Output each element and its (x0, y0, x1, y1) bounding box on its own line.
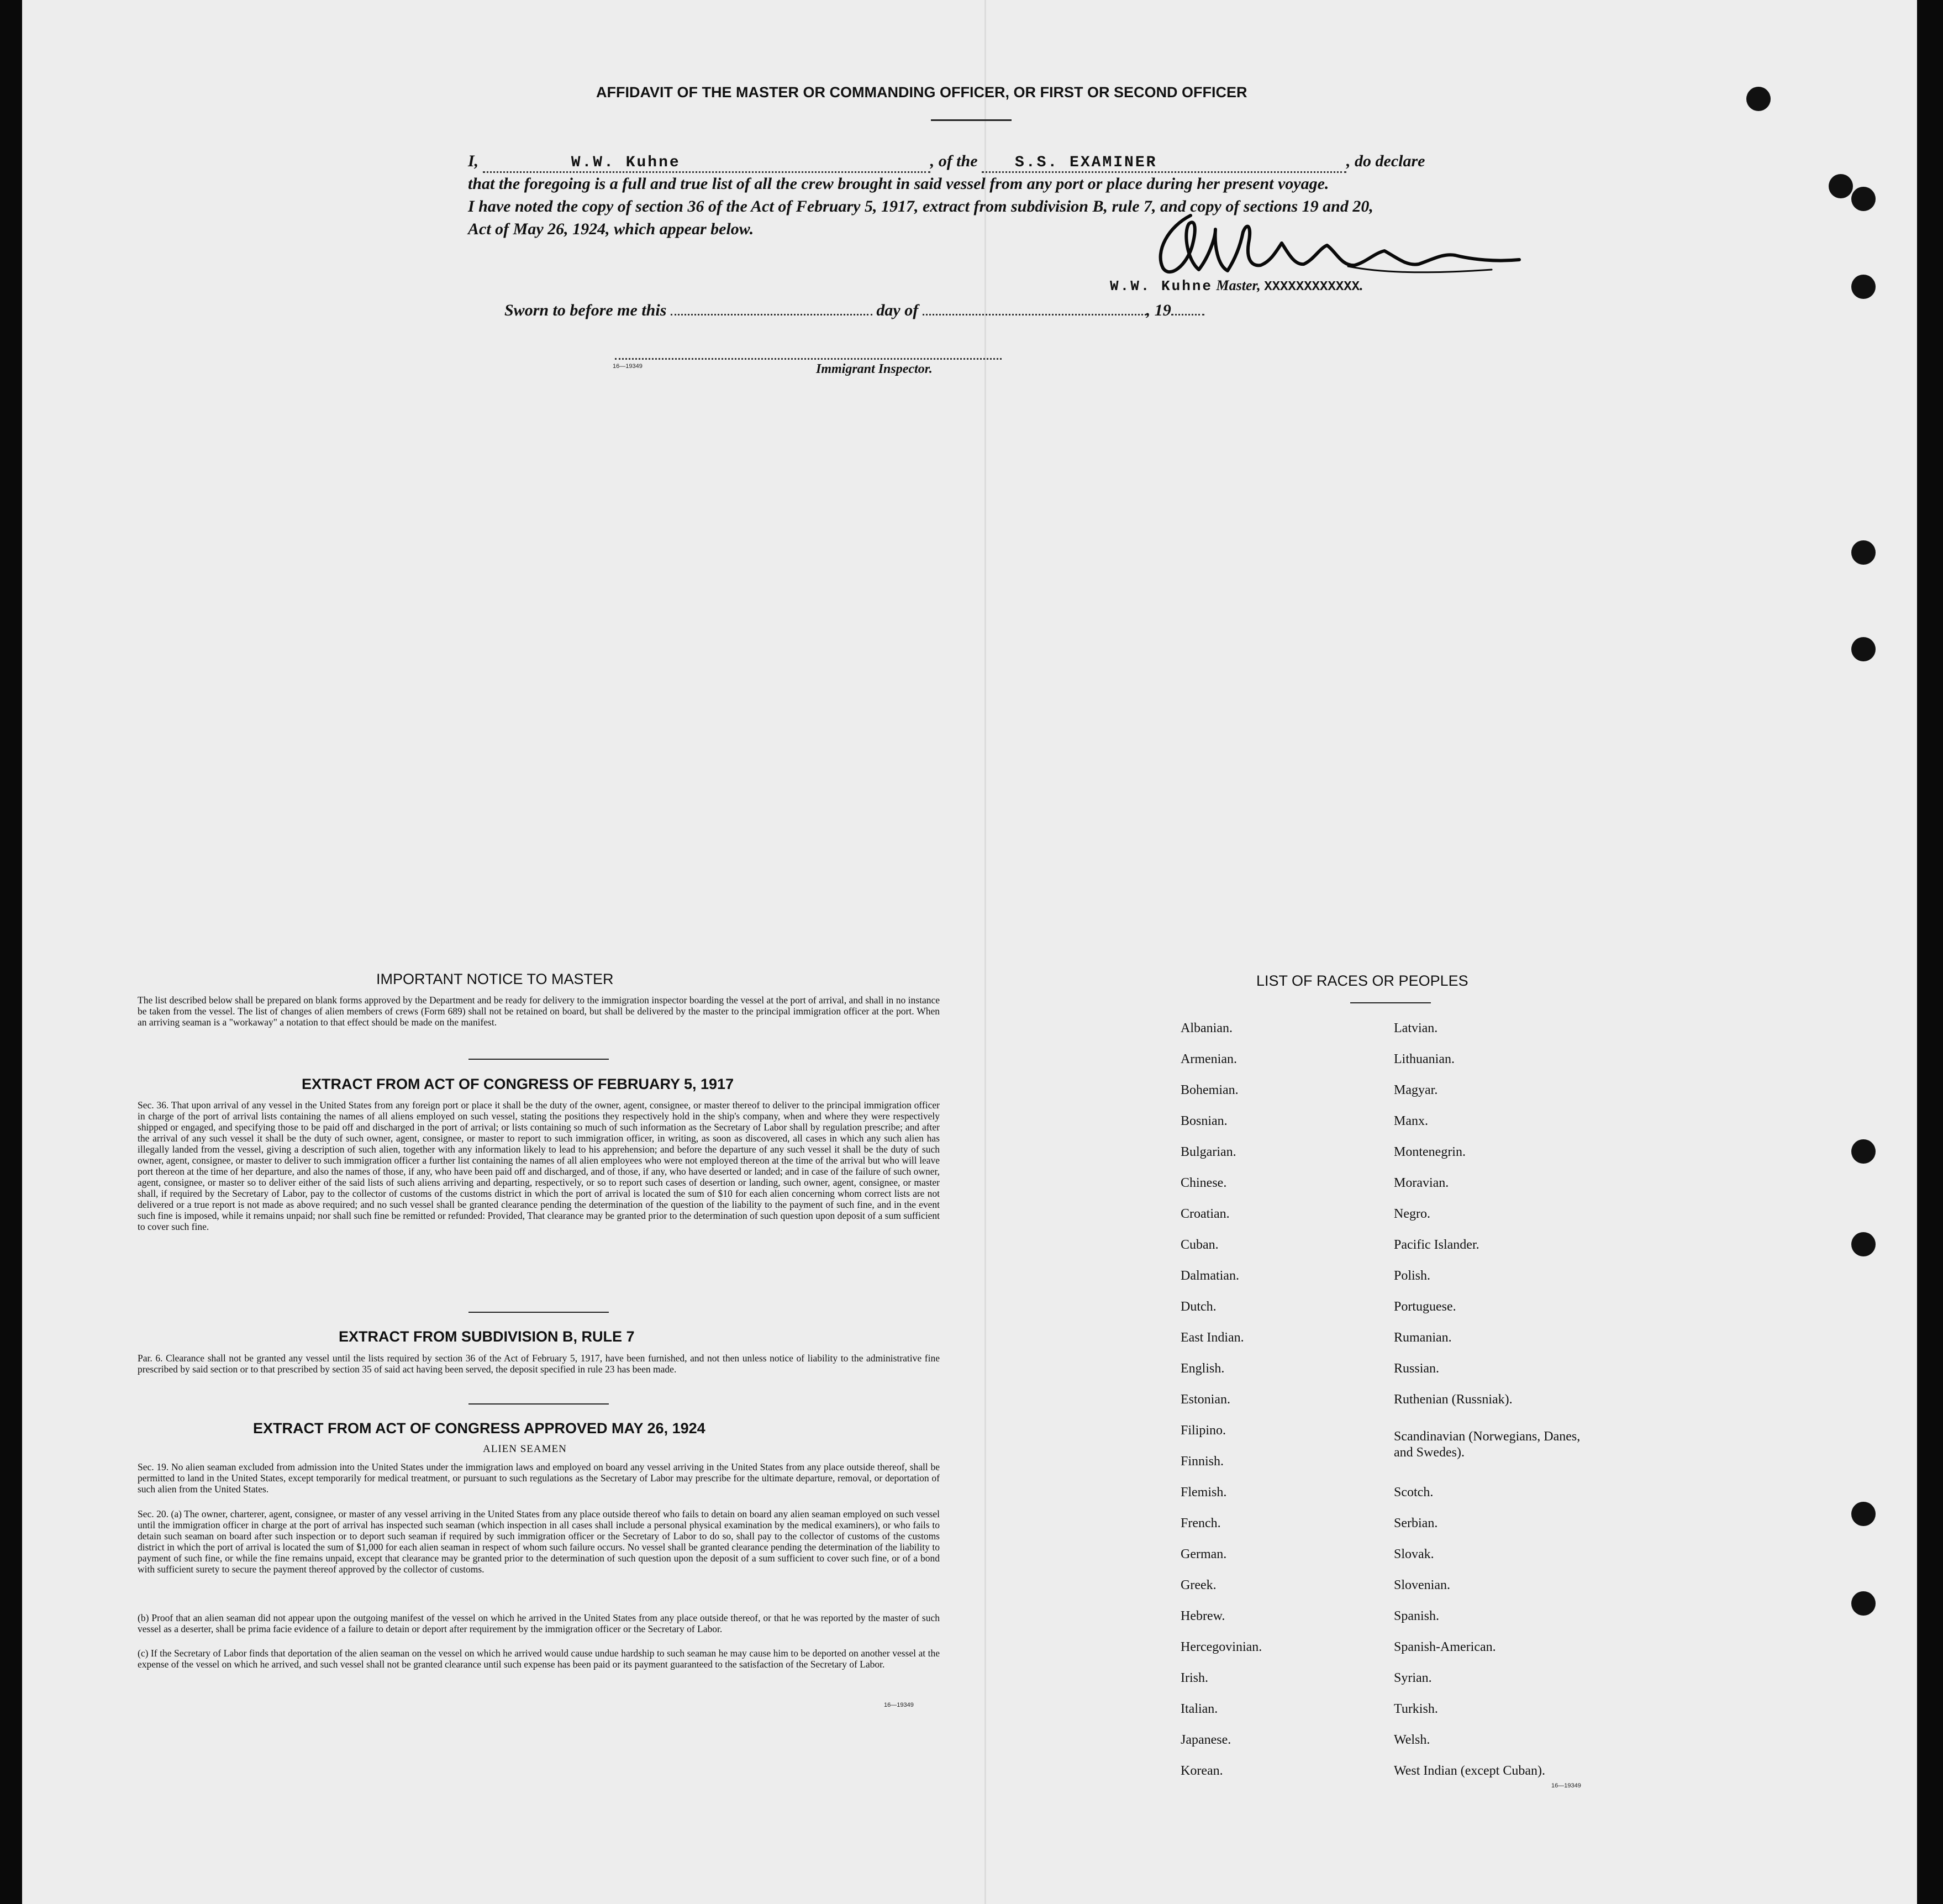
extract-rule7-text: Par. 6. Clearance shall not be granted any vessel until the lists required by section 36 of the Act of February 5, 1917, have been furnished, and not then unless notice of liability to the administrative fine prescribed by said section or to that prescribed by section 35 of said act having been served, the deposit specified in rule 23 has been made. (138, 1353, 940, 1375)
race-item: Flemish. (1181, 1485, 1227, 1500)
races-title: LIST OF RACES OR PEOPLES (1256, 972, 1468, 989)
race-item: Spanish. (1394, 1609, 1440, 1623)
race-item: Croatian. (1181, 1207, 1230, 1221)
race-item: Syrian. (1394, 1671, 1432, 1685)
race-item: Chinese. (1181, 1176, 1227, 1190)
race-item: Dalmatian. (1181, 1269, 1239, 1283)
notice-title: IMPORTANT NOTICE TO MASTER (376, 971, 614, 987)
divider (1350, 1002, 1431, 1003)
binder-hole (1851, 187, 1876, 211)
race-item: Hebrew. (1181, 1609, 1225, 1623)
sworn-year: , 19 (1146, 301, 1171, 319)
notice-text: The list described below shall be prepared on blank forms approved by the Department and be ready for delivery to the immigration inspector boarding the vessel at the port of arrival, and shall in no instance be taken from the vessel. The list of changes of alien members of crews (Form 689) shall not be retained on board, but shall be delivered by the master to the principal immigration officer at the port. When an arriving seaman is a "workaway" a notation to that effect should be made on the manifest. (138, 995, 940, 1028)
inspector-signature-line (615, 358, 1002, 360)
sworn-day-of: day of (876, 301, 919, 319)
signer-typed: W.W. Kuhne (1110, 278, 1213, 294)
race-item: Polish. (1394, 1269, 1431, 1283)
race-item: Albanian. (1181, 1021, 1233, 1035)
signer-title: Master, (1216, 277, 1261, 293)
sworn-line (504, 301, 1204, 320)
sworn-month-blank (923, 314, 1146, 315)
affidavit-line-4: Act of May 26, 1924, which appear below. (468, 220, 754, 238)
sec-20b-text: (b) Proof that an alien seaman did not appear upon the outgoing manifest of the vessel on which he arrived in the United States from any place outside thereof, or that he was reported by the master of such vessel as a deserter, shall be prima facie evidence of a failure to detain or deport after requirement by the immigration officer or the Secretary of Labor. (138, 1612, 940, 1634)
race-item: Hercegovinian. (1181, 1640, 1262, 1654)
race-item: Rumanian. (1394, 1330, 1452, 1345)
extract-1917-title: EXTRACT FROM ACT OF CONGRESS OF FEBRUARY 5, 1917 (302, 1076, 734, 1092)
binder-hole (1851, 1139, 1876, 1164)
race-item: Korean. (1181, 1764, 1223, 1778)
race-item: Spanish-American. (1394, 1640, 1496, 1654)
race-item: Slovenian. (1394, 1578, 1450, 1592)
divider (468, 1312, 609, 1313)
sworn-prefix: Sworn to before me this (504, 301, 667, 319)
race-item: Bohemian. (1181, 1083, 1239, 1097)
race-item: French. (1181, 1516, 1221, 1530)
sworn-year-blank (1171, 314, 1204, 315)
race-item: Welsh. (1394, 1733, 1430, 1747)
race-item: English. (1181, 1361, 1225, 1376)
race-item: Dutch. (1181, 1300, 1217, 1314)
sec-20c-text: (c) If the Secretary of Labor finds that deportation of the alien seaman on the vessel on which he arrived would cause undue hardship to such seaman he may cause him to be deported on another vessel at the expense of the vessel on which he arrived, and such vessel shall not be granted clearance until such expense has been paid or its payment guaranteed to the satisfaction of the Secretary of Labor. (138, 1648, 940, 1670)
signer-line: W.W. Kuhne Master, XXXXXXXXXXXX. (1110, 277, 1363, 294)
race-item: Manx. (1394, 1114, 1428, 1128)
race-item: Pacific Islander. (1394, 1238, 1479, 1252)
affidavit-line-1 (468, 152, 1425, 173)
race-item: Cuban. (1181, 1238, 1219, 1252)
binder-hole (1829, 174, 1853, 198)
race-item: Moravian. (1394, 1176, 1449, 1190)
struck-title: XXXXXXXXXXXX (1264, 280, 1360, 294)
affidavit-title: AFFIDAVIT OF THE MASTER OR COMMANDING OFFICER, OR FIRST OR SECOND OFFICER (596, 84, 1247, 101)
line1-of-the: , of the (930, 152, 978, 170)
binder-hole (1851, 275, 1876, 299)
race-item: Portuguese. (1394, 1300, 1456, 1314)
race-item: Italian. (1181, 1702, 1218, 1716)
inspector-label: Immigrant Inspector. (816, 362, 933, 376)
divider (468, 1059, 609, 1060)
binder-hole (1851, 1591, 1876, 1616)
extract-rule7-title: EXTRACT FROM SUBDIVISION B, RULE 7 (339, 1328, 635, 1345)
affidavit-line-3: I have noted the copy of section 36 of the Act of February 5, 1917, extract from subdivision B, rule 7, and copy of sections 19 and 20, (468, 197, 1373, 215)
race-item: Filipino. (1181, 1423, 1226, 1438)
form-code-affidavit: 16—19349 (613, 363, 643, 370)
race-item: Japanese. (1181, 1733, 1231, 1747)
binder-hole (1851, 1502, 1876, 1526)
race-item: Scotch. (1394, 1485, 1434, 1500)
binder-hole (1851, 540, 1876, 565)
line1-suffix: , do declare (1346, 152, 1425, 170)
sec-19-text: Sec. 19. No alien seaman excluded from admission into the United States under the immigration laws and employed on board any vessel arriving in the United States from any place outside thereof, shall be permitted to land in the United States, except temporarily for medical treatment, or pursuant to such regulations as the Secretary of Labor may prescribe for the ultimate departure, removal, or deportation of such alien from the United States. (138, 1461, 940, 1495)
divider (468, 1403, 609, 1405)
race-item: Turkish. (1394, 1702, 1438, 1716)
race-item: Latvian. (1394, 1021, 1438, 1035)
document-page (22, 0, 1917, 1904)
binder-hole (1746, 87, 1771, 111)
race-item: Ruthenian (Russniak). (1394, 1392, 1513, 1407)
affidavit-line-2: that the foregoing is a full and true list of all the crew brought in said vessel from any port or place during her present voyage. (468, 175, 1329, 193)
vessel-name-blank (982, 152, 1346, 173)
vessel-name: S.S. EXAMINER (1015, 154, 1157, 171)
race-item: Finnish. (1181, 1454, 1224, 1469)
line1-prefix: I, (468, 152, 479, 170)
handwritten-signature (1138, 204, 1536, 282)
race-item: Lithuanian. (1394, 1052, 1455, 1066)
race-item: Negro. (1394, 1207, 1430, 1221)
alien-seamen-subtitle: ALIEN SEAMEN (483, 1443, 567, 1455)
race-item: Slovak. (1394, 1547, 1434, 1561)
race-item: Bulgarian. (1181, 1145, 1236, 1159)
race-item: Russian. (1394, 1361, 1440, 1376)
race-item: East Indian. (1181, 1330, 1244, 1345)
binder-hole (1851, 637, 1876, 661)
page-fold (984, 0, 986, 1904)
officer-name: W.W. Kuhne (571, 154, 681, 171)
race-item: Greek. (1181, 1578, 1217, 1592)
binder-hole (1851, 1232, 1876, 1256)
race-item: Armenian. (1181, 1052, 1237, 1066)
form-code-extracts: 16—19349 (884, 1702, 914, 1708)
extract-1917-text: Sec. 36. That upon arrival of any vessel in the United States from any foreign port or place it shall be the duty of the owner, agent, consignee, or master thereof to deliver to the principal immigration officer in charge of the port of arrival lists containing the names of all aliens employed on such vessel, stating the positions they respectively hold in the ship's company, when and where they were respectively shipped or engaged, and specifying those to be paid off and discharged in the port of arrival; or lists containing so much of such information as the Secretary of Labor shall by regulation prescribe; and after the arrival of any such vessel it shall be the duty of such owner, agent, consignee, or master to report to such immigration officer, in writing, as soon as discovered, all cases in which any such alien has illegally landed from the vessel, giving a description of such alien, together with any information likely to lead to his apprehension; and before the departure of any such vessel it shall be the duty of such owner, agent, consignee, or master to deliver to such immigration officer a further list containing the names of all alien employees who were not employed thereon at the time of the arrival but who will leave port thereon at the time of her departure, and also the names of those, if any, who have been paid off and discharged, and of those, if any, who have deserted or landed; and in case of the failure of such owner, agent, consignee, or master so to deliver either of the said lists of such aliens arriving and departing, respectively, or so to report such cases of desertion or landing, such owner, agent, consignee, or master shall, if required by the Secretary of Labor, pay to the collector of customs of the customs district in which the port of arrival is located the sum of $10 for each alien concerning whom correct lists are not delivered or a true report is not made as above required; and no such vessel shall be granted clearance pending the determination of the question of the liability to the payment of such fine, and in the event such fine is imposed, while it remains unpaid; nor shall such fine be remitted or refunded: Provided, That clearance may be granted prior to the determination of such question upon deposit of a sum sufficient to cover such fine. (138, 1100, 940, 1232)
race-item: Irish. (1181, 1671, 1208, 1685)
officer-name-blank (483, 152, 930, 173)
race-item: Montenegrin. (1394, 1145, 1466, 1159)
extract-1924-title: EXTRACT FROM ACT OF CONGRESS APPROVED MAY 26, 1924 (253, 1420, 705, 1437)
race-item: Bosnian. (1181, 1114, 1228, 1128)
form-code-races: 16—19349 (1551, 1782, 1581, 1789)
race-item: Scandinavian (Norwegians, Danes, and Swedes). (1394, 1429, 1581, 1460)
race-item: Estonian. (1181, 1392, 1230, 1407)
race-item: West Indian (except Cuban). (1394, 1764, 1545, 1778)
sworn-date-blank (671, 314, 872, 315)
sec-20a-text: Sec. 20. (a) The owner, charterer, agent, consignee, or master of any vessel arriving in the United States from any place outside thereof who fails to detain on board any alien seaman employed on such vessel until the immigration officer in charge at the port of arrival has inspected such seaman (which inspection in all cases shall include a personal physical examination by the medical examiners), or who fails to detain such seaman on board after such inspection or to deport such seaman if required by such immigration officer or the Secretary of Labor to do so, shall pay to the collector of customs of the customs district in which the port of arrival is located the sum of $1,000 for each alien seaman in respect of whom such failure occurs. No vessel shall be granted clearance pending the determination of the liability to payment of such fine, or while the fine remains unpaid, except that clearance may be granted prior to the determination of such question upon the deposit of a sum sufficient to cover such fine, or of a bond with sufficient surety to secure the payment thereof approved by the collector of customs. (138, 1508, 940, 1575)
race-item: Serbian. (1394, 1516, 1438, 1530)
race-item: German. (1181, 1547, 1227, 1561)
race-item: Magyar. (1394, 1083, 1438, 1097)
title-underline (931, 119, 1012, 121)
